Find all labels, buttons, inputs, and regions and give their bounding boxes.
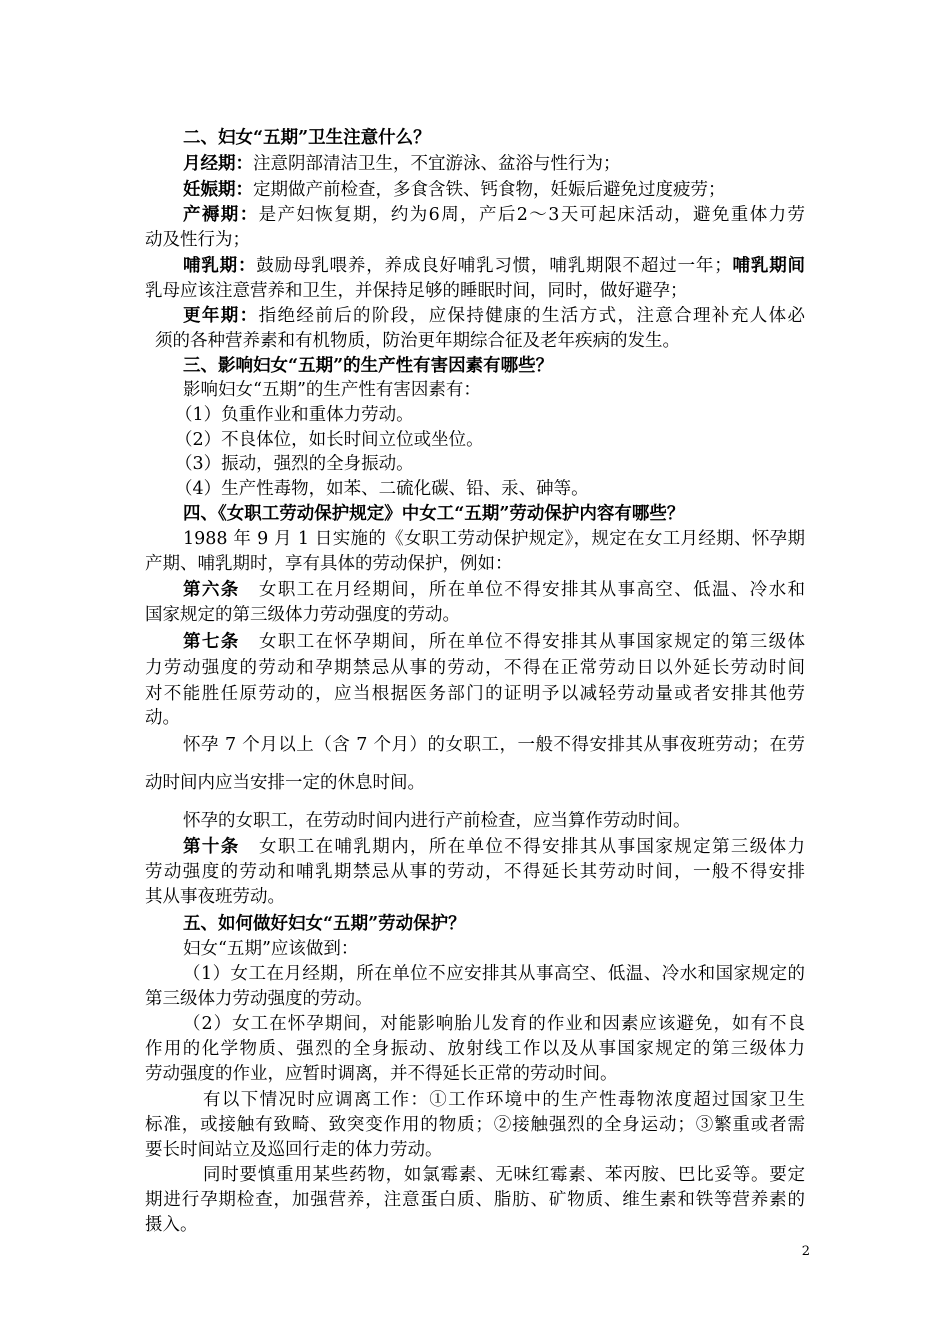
prenatal-check-line: 怀孕的女职工，在劳动时间内进行产前检查，应当算作劳动时间。 bbox=[183, 811, 691, 831]
section-2-heading: 二、妇女“五期”卫生注意什么？ bbox=[183, 128, 431, 148]
lactation-term: 哺乳期： bbox=[183, 256, 257, 276]
puerperium-line-2: 动及性行为； bbox=[145, 230, 250, 250]
lactation-text-1: 鼓励母乳喂养，养成良好哺乳习惯，哺乳期限不超过一年； bbox=[256, 256, 732, 276]
menstrual-text: 注意阴部清洁卫生，不宜游泳、盆浴与性行为； bbox=[253, 154, 621, 174]
pregnancy-7m-line-1: 怀孕 7 个月以上（含 7 个月）的女职工，一般不得安排其从事夜班劳动；在劳 bbox=[183, 735, 805, 755]
menstrual-term: 月经期： bbox=[183, 154, 253, 174]
section-4-intro-1: 1988 年 9 月 1 日实施的《女职工劳动保护规定》，规定在女工月经期、怀孕期 bbox=[183, 529, 805, 549]
section-5-intro: 妇女“五期”应该做到： bbox=[183, 939, 359, 959]
lactation-line-2: 乳母应该注意营养和卫生，并保持足够的睡眠时间，同时，做好避孕； bbox=[145, 281, 688, 301]
transfer-line-2: 标准，或接触有致畸、致突变作用的物质；②接触强烈的全身运动；③繁重或者需 bbox=[145, 1115, 805, 1135]
article-6-title: 第六条 bbox=[183, 580, 240, 600]
article-10-title: 第十条 bbox=[183, 837, 240, 857]
article-6-text-1: 女职工在月经期间，所在单位不得安排其从事高空、低温、冷水和 bbox=[257, 580, 805, 600]
article-7-line-1 bbox=[183, 630, 805, 654]
section-5-heading: 五、如何做好妇女“五期”劳动保护？ bbox=[183, 914, 466, 934]
measure-1-line-2: 第三级体力劳动强度的劳动。 bbox=[145, 989, 373, 1009]
lactation-term-2: 哺乳期间 bbox=[731, 256, 806, 276]
measure-2-line-2: 作用的化学物质、强烈的全身振动、放射线工作以及从事国家规定的第三级体力 bbox=[145, 1039, 805, 1059]
hazard-item-4: （4）生产性毒物，如苯、二硫化碳、铅、汞、砷等。 bbox=[175, 479, 589, 499]
article-10-line-2: 劳动强度的劳动和哺乳期禁忌从事的劳动，不得延长其劳动时间，一般不得安排 bbox=[145, 862, 805, 882]
section-3-heading: 三、影响妇女“五期”的生产性有害因素有哪些？ bbox=[183, 356, 554, 376]
drugs-line-3: 摄入。 bbox=[145, 1215, 198, 1235]
article-10-line-1 bbox=[183, 835, 805, 859]
article-10-line-3: 其从事夜班劳动。 bbox=[145, 887, 285, 907]
hazard-item-2: （2）不良体位，如长时间立位或坐位。 bbox=[175, 430, 484, 450]
menopause-line-1 bbox=[183, 304, 805, 328]
measure-1-line-1: （1）女工在月经期，所在单位不应安排其从事高空、低温、冷水和国家规定的 bbox=[183, 964, 805, 984]
page-number: 2 bbox=[801, 1244, 810, 1259]
menstrual-line bbox=[183, 152, 843, 176]
puerperium-line-1 bbox=[183, 203, 805, 227]
hazard-item-1: （1）负重作业和重体力劳动。 bbox=[175, 405, 414, 425]
article-7-line-3: 对不能胜任原劳动的，应当根据医务部门的证明予以减轻劳动量或者安排其他劳 bbox=[145, 684, 805, 704]
drugs-line-1: 同时要慎重用某些药物，如氯霉素、无味红霉素、苯丙胺、巴比妥等。要定 bbox=[203, 1165, 805, 1185]
article-7-line-4: 动。 bbox=[145, 708, 180, 728]
pregnancy-line bbox=[183, 178, 843, 202]
lactation-line-1 bbox=[183, 254, 805, 278]
article-7-line-2: 力劳动强度的劳动和孕期禁忌从事的劳动，不得在正常劳动日以外延长劳动时间 bbox=[145, 658, 805, 678]
article-6-line-2: 国家规定的第三级体力劳动强度的劳动。 bbox=[145, 605, 460, 625]
hazard-item-3: （3）振动，强烈的全身振动。 bbox=[175, 454, 414, 474]
measure-2-line-3: 劳动强度的作业，应暂时调离，并不得延长正常的劳动时间。 bbox=[145, 1064, 618, 1084]
menopause-line-2: 须的各种营养素和有机物质，防治更年期综合征及老年疾病的发生。 bbox=[155, 331, 680, 351]
measure-2-line-1: （2）女工在怀孕期间，对能影响胎儿发育的作业和因素应该避免，如有不良 bbox=[183, 1014, 805, 1034]
article-7-text-1: 女职工在怀孕期间，所在单位不得安排其从事国家规定的第三级体 bbox=[257, 632, 805, 652]
transfer-line-1: 有以下情况时应调离工作：①工作环境中的生产性毒物浓度超过国家卫生 bbox=[203, 1090, 805, 1110]
article-10-text-1: 女职工在哺乳期内，所在单位不得安排其从事国家规定第三级体力 bbox=[257, 837, 805, 857]
puerperium-term: 产褥期： bbox=[183, 205, 259, 225]
drugs-line-2: 期进行孕期检查，加强营养，注意蛋白质、脂肪、矿物质、维生素和铁等营养素的 bbox=[145, 1190, 805, 1210]
pregnancy-text: 定期做产前检查，多食含铁、钙食物，妊娠后避免过度疲劳； bbox=[253, 180, 726, 200]
menopause-term: 更年期： bbox=[183, 306, 259, 326]
article-6-line-1 bbox=[183, 578, 805, 602]
section-3-intro: 影响妇女“五期”的生产性有害因素有： bbox=[183, 380, 481, 400]
pregnancy-term: 妊娠期： bbox=[183, 180, 253, 200]
section-4-intro-2: 产期、哺乳期时，享有具体的劳动保护，例如： bbox=[145, 554, 513, 574]
puerperium-text-1: 是产妇恢复期，约为6周，产后2～3天可起床活动，避免重体力劳 bbox=[258, 205, 806, 225]
article-7-title: 第七条 bbox=[183, 632, 240, 652]
transfer-line-3: 要长时间站立及巡回行走的体力劳动。 bbox=[145, 1140, 443, 1160]
section-4-heading: 四、《女职工劳动保护规定》中女工“五期”劳动保护内容有哪些？ bbox=[183, 504, 685, 524]
menopause-text-1: 指绝经前后的阶段，应保持健康的生活方式，注意合理补充人体必 bbox=[258, 306, 805, 326]
pregnancy-7m-line-2: 动时间内应当安排一定的休息时间。 bbox=[145, 773, 425, 793]
